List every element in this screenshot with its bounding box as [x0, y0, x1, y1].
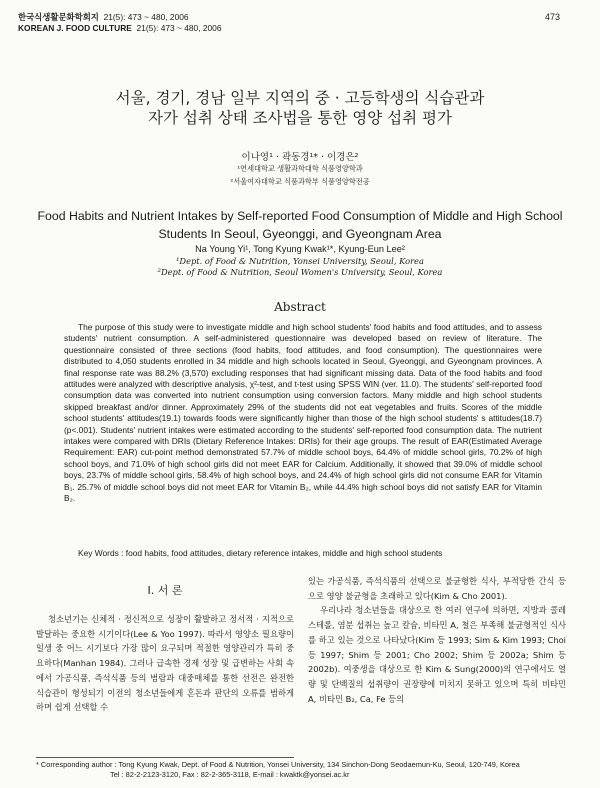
korean-authors: 이나영¹ · 곽동경¹* · 이경은² [241, 152, 359, 163]
journal-header [18, 12, 221, 34]
abstract-text: The purpose of this study were to investigate middle and high school students' food habits and food attitudes, and to assess students' nutrient consumption. A self-administered questionnaire was developed based on review of literature. The questionnaire consisted of three sections (food habits, food attitudes, and food consumption). The questionnaires were distributed to 4,050 students enrolled in 34 middle and high schools located in Seoul, Gyeonggi, and Gyeongnam provinces. A final response rate was 88.2% (3,570) excluding responses that had significant missing data. Data of the food habits and food attitudes were analyzed with descriptive analysis, χ²-test, and t-test using SPSS WIN (ver. 11.0). The students' self-reported food consumption data was converted into nutrient consumption using conversion factors. Many middle and high school students skipped breakfast and/or dinner. Approximately 29% of the students did not eat vegetables and fruits. Scores of the middle school students' attitudes(19.1) towards foods were significantly higher than those of the high school students' s attitudes(18.7) (p<.001). Students' nutrient intakes were estimated according to the students' self-reported food consumption data. The nutrient intakes were compared with DRIs (Dietary Reference Intakes: DRIs) for their age groups. The result of EAR(Estimated Average Requirement: EAR) cut-point method demonstrated 57.7% of middle school boys, 64.4% of middle school girls, 70.2% of high school boys, and 71.0% of high school girls did not meet EAR for Calcium. Additionally, it showed that 39.0% of middle school boys, 23.7% of middle school girls, 58.4% of high school boys, and 24.4% of high school girls did not consume EAR for Vitamin B₁. 25.7% of middle school boys did not meet EAR for Vitamin B₂, while 44.4% high school boys did not satisfy EAR for Vitamin B₂. [64, 322, 542, 504]
corresponding-author-footnote [36, 760, 566, 780]
introduction-right-column [308, 574, 566, 706]
english-title-line-1: Food Habits and Nutrient Intakes by Self-reported Food Consumption of Middle and High School [37, 209, 563, 223]
abstract-heading: Abstract [274, 300, 326, 314]
keywords: Key Words : food habits, food attitudes, dietary reference intakes, middle and high school students [78, 548, 443, 558]
section-heading-introduction: Ⅰ. 서 론 [147, 584, 183, 597]
footnote-line-2: Tel : 82-2-2123-3120, Fax : 82-2-365-3118, E-mail : kwaktk@yonsei.ac.kr [110, 770, 350, 779]
journal-name-kr: 한국식생활문화학회지 [18, 12, 99, 22]
english-affiliation-1: ¹Dept. of Food & Nutrition, Yonsei University, Seoul, Korea [176, 256, 424, 266]
journal-volume-en: 21(5): 473 ~ 480, 2006 [136, 23, 222, 33]
english-affiliation-2: ²Dept. of Food & Nutrition, Seoul Women's University, Seoul, Korea [157, 267, 443, 277]
journal-name-en: KOREAN J. FOOD CULTURE [18, 23, 132, 33]
journal-volume-kr: 21(5): 473 ~ 480, 2006 [103, 12, 189, 22]
right-column-paragraph-2: 우리나라 청소년들을 대상으로 한 여러 연구에 의하면, 지방과 콜레스테롤, 염분 섭취는 높고 칼슘, 비타민 A, 철은 부족해 불균형적인 식사를 하고 있는 것으로 나타났다(Kim 등 1993; Sim & Kim 1993; Choi 등 1997; Shim 등 2001; Cho 2002; Shim 등 2002a; Shim 등 2002b). 여중생을 대상으로 한 Kim & Sung(2000)의 연구에서도 열량 및 단백질의 섭취량이 권장량에 미치지 못하고 있으며 특히 비타민 A, 비타민 B₂, Ca, Fe 등의 [308, 605, 566, 704]
english-authors: Na Young Yi¹, Tong Kyung Kwak¹*, Kyung-Eun Lee² [195, 244, 405, 254]
korean-affiliation-1: ¹연세대학교 생활과학대학 식품영양학과 [237, 164, 363, 173]
footnote-divider [36, 757, 294, 758]
page-number: 473 [544, 12, 560, 22]
korean-title-line-1: 서울, 경기, 경남 일부 지역의 중 · 고등학생의 식습관과 [115, 89, 485, 107]
footnote-line-1: * Corresponding author : Tong Kyung Kwak, Dept. of Food & Nutrition, Yonsei University, 134 Sinchon-Dong Seodaemun-Ku, Seoul, 120-749, Korea [36, 760, 520, 769]
introduction-left-column: 청소년기는 신체적 · 정신적으로 성장이 활발하고 정서적 · 지적으로 발달하는 중요한 시기이다(Lee & Yoo 1997). 따라서 영양소 필요량이 일생 중 어느 시기보다 가장 많이 요구되며 적절한 영양관리가 특히 중요하다(Manhan 1984). 그러나 급속한 경제 성장 및 급변하는 사회 속에서 가공식품, 즉석식품 등의 범람과 대중매체를 통한 선전은 완전한 식습관이 형성되기 이전의 청소년들에게 혼돈과 판단의 오류를 범하게 하며 쉽게 선택할 수 [36, 614, 294, 713]
korean-affiliation-2: ²서울여자대학교 식품과학부 식품영양학전공 [230, 177, 370, 186]
korean-title-line-2: 자가 섭취 상태 조사법을 통한 영양 섭취 평가 [147, 109, 452, 127]
right-column-paragraph-1: 있는 가공식품, 즉석식품의 선택으로 불균형한 식사, 부적당한 간식 등으로 영양 불균형을 초래하고 있다(Kim & Cho 2001). [308, 576, 566, 601]
english-title-line-2: Students In Seoul, Gyeonggi, and Gyeongnam Area [158, 227, 442, 241]
